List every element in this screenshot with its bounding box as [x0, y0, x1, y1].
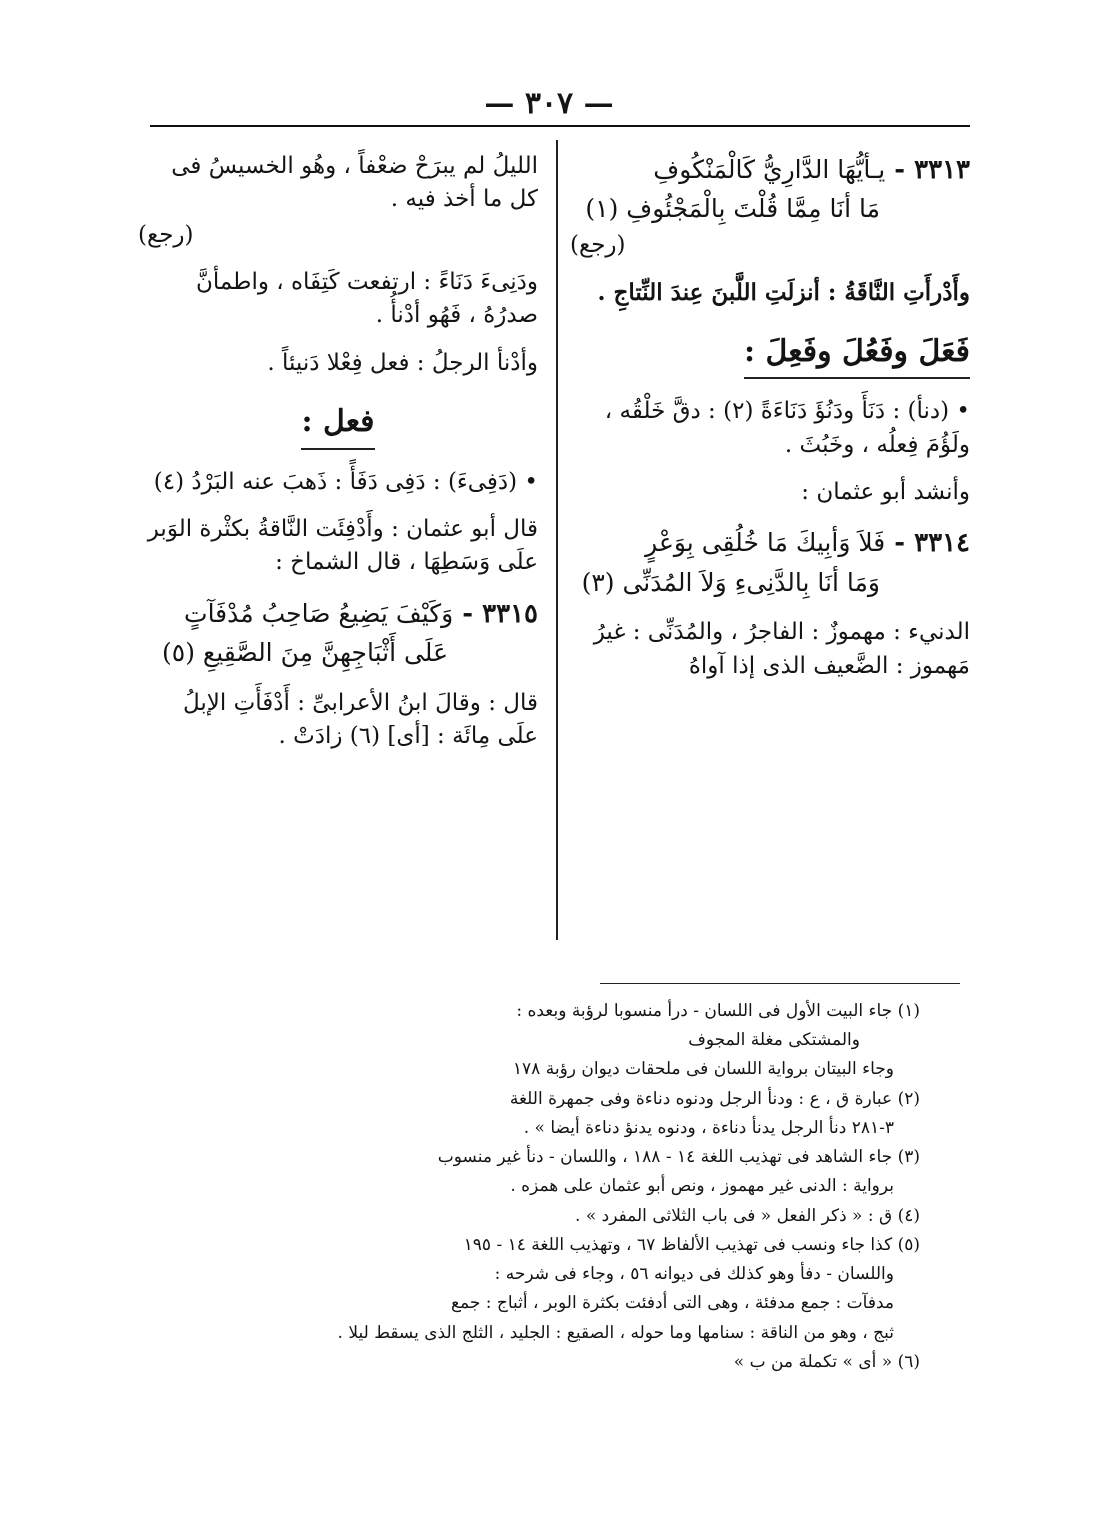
footnote-line: (٢) عبارة ق ، ع : ودنأ الرجل ودنوه دناءة وفى جمهرة اللغة [509, 1088, 920, 1109]
definition-paragraph: • (دَفِىءَ) : دَفِى دَفَأً : ذَهبَ عنه البَرْدُ (٤) [153, 468, 538, 495]
definition-paragraph: قال أبو عثمان : وأَدْفِئَت النَّاقةُ بكثْرة الوَبر علَى وَسَطِهَا ، قال الشماخ : [147, 515, 538, 576]
cross-reference: (رجع) [138, 221, 194, 248]
left-column [138, 150, 538, 767]
definition-paragraph: وأَدْرأَتِ النَّاقَةُ : أنزلَتِ اللَّبنَ عِندَ النِّتاجِ . [597, 279, 970, 307]
footnote-rule [600, 983, 960, 984]
quote-intro: وأنشد أبو عثمان : [801, 478, 970, 505]
footnote-line: مدفآت : جمع مدفئة ، وهى التى أدفئت بكثرة الوبر ، أثباج : جمع [450, 1293, 894, 1314]
definition-paragraph: • (دنأ) : دَنَأَ ودَنُؤَ دَنَاءَةً (٢) : دقَّ خَلْقُه ، ولَؤُمَ فِعلُه ، وخَبُثَ . [604, 398, 970, 458]
footnote-line: والمشتكى مغلة المجوف [688, 1030, 860, 1051]
verse-line: يـأيُّهَا الدَّارِيُّ كَالْمَنْكُوفِ [653, 155, 886, 184]
verse-line: مَا أنَا مِمَّا قُلْتَ بِالْمَجْئُوفِ (١) [585, 194, 880, 224]
header-rule [150, 125, 970, 127]
definition-paragraph: وأدْنأ الرجلُ : فعل فِعْلا دَنيئاً . [267, 349, 538, 376]
cross-reference: (رجع) [570, 232, 626, 259]
verse-3313 [570, 150, 970, 229]
section-heading-wrap [138, 394, 538, 466]
footnote-line: (٣) جاء الشاهد فى تهذيب اللغة ١٤ - ١٨٨ ، واللسان - دنأ غير منسوب [437, 1147, 920, 1168]
definition-paragraph: قال : وقالَ ابنُ الأعرابىِّ : أَدْفَأَتِ الإبلُ علَى مِائَة : [أى] (٦) زادَتْ . [182, 689, 538, 749]
verse-line: عَلَى أَثْبَاجِهِنَّ مِنَ الصَّقِيعِ (٥) [161, 637, 448, 667]
verse-line: فَلاَ وَأبِيكَ مَا خُلُقِى بِوَعْرٍ [645, 528, 886, 558]
section-heading: فَعَلَ وفَعُلَ وفَعِلَ : [744, 330, 970, 380]
footnote-line: (٤) ق : « ذكر الفعل « فى باب الثلاثى المفرد » . [575, 1205, 920, 1226]
footnote-line: برواية : الدنى غير مهموز ، ونص أبو عثمان على همزه . [510, 1176, 894, 1197]
verse-number: ٣٣١٤ - [885, 528, 970, 559]
verse-3314 [570, 523, 970, 602]
footnote-line: (٦) « أى » تكملة من ب » [733, 1351, 920, 1372]
verse-line: وَكَيْفَ يَضِيعُ صَاحِبُ مُدْفَآتٍ [184, 598, 454, 628]
right-column [570, 150, 970, 697]
footnote-line: ٣-٢٨١ دنأ الرجل يدنأ دناءة ، ودنوه يدنؤ دناءة أيضا » . [523, 1117, 894, 1138]
footnote-line: وجاء البيتان برواية اللسان فى ملحقات ديوان رؤبة ١٧٨ [512, 1059, 894, 1080]
page-number: — ٣٠٧ — [484, 86, 614, 121]
footnotes [150, 997, 920, 1377]
footnote-line: ثبج ، وهو من الناقة : سنامها وما حوله ، الصقيع : الجليد ، الثلج الذى يسقط ليلا . [337, 1322, 894, 1343]
verse-line: وَمَا أنَا بِالدَّنِىءِ وَلاَ المُدَنِّى (٣) [581, 567, 880, 597]
verse-number: ٣٣١٣ - [885, 155, 970, 185]
definition-paragraph: الليلُ لم يبرَحْ ضعْفاً ، وهُو الخسيسُ فى كل ما أخذ فيه . [171, 153, 538, 213]
section-heading: فعل : [301, 400, 374, 450]
footnote-line: واللسان - دفأ وهو كذلك فى ديوانه ٥٦ ، وجاء فى شرحه : [494, 1264, 894, 1285]
section-heading-wrap [570, 324, 970, 396]
definition-paragraph: الدنيء : مهموزٌ : الفاجرُ ، والمُدَنِّى : غيرُ مَهموز : الضَّعيف الذى إذا آواهُ [593, 619, 970, 679]
footnote-line: (١) جاء البيت الأول فى اللسان - درأ منسوبا لرؤبة وبعده : [516, 1001, 920, 1021]
verse-number: ٣٣١٥ - [453, 598, 538, 629]
column-divider [556, 140, 558, 940]
definition-paragraph: ودَنِىءَ دَنَاءً : ارتفعت كَتِفَاه ، واطمأنَّ صدرُهُ ، فَهُو أدْنأُ . [195, 269, 538, 329]
verse-3315 [138, 594, 538, 673]
footnote-line: (٥) كذا جاء ونسب فى تهذيب الألفاظ ٦٧ ، وتهذيب اللغة ١٤ - ١٩٥ [463, 1234, 920, 1255]
